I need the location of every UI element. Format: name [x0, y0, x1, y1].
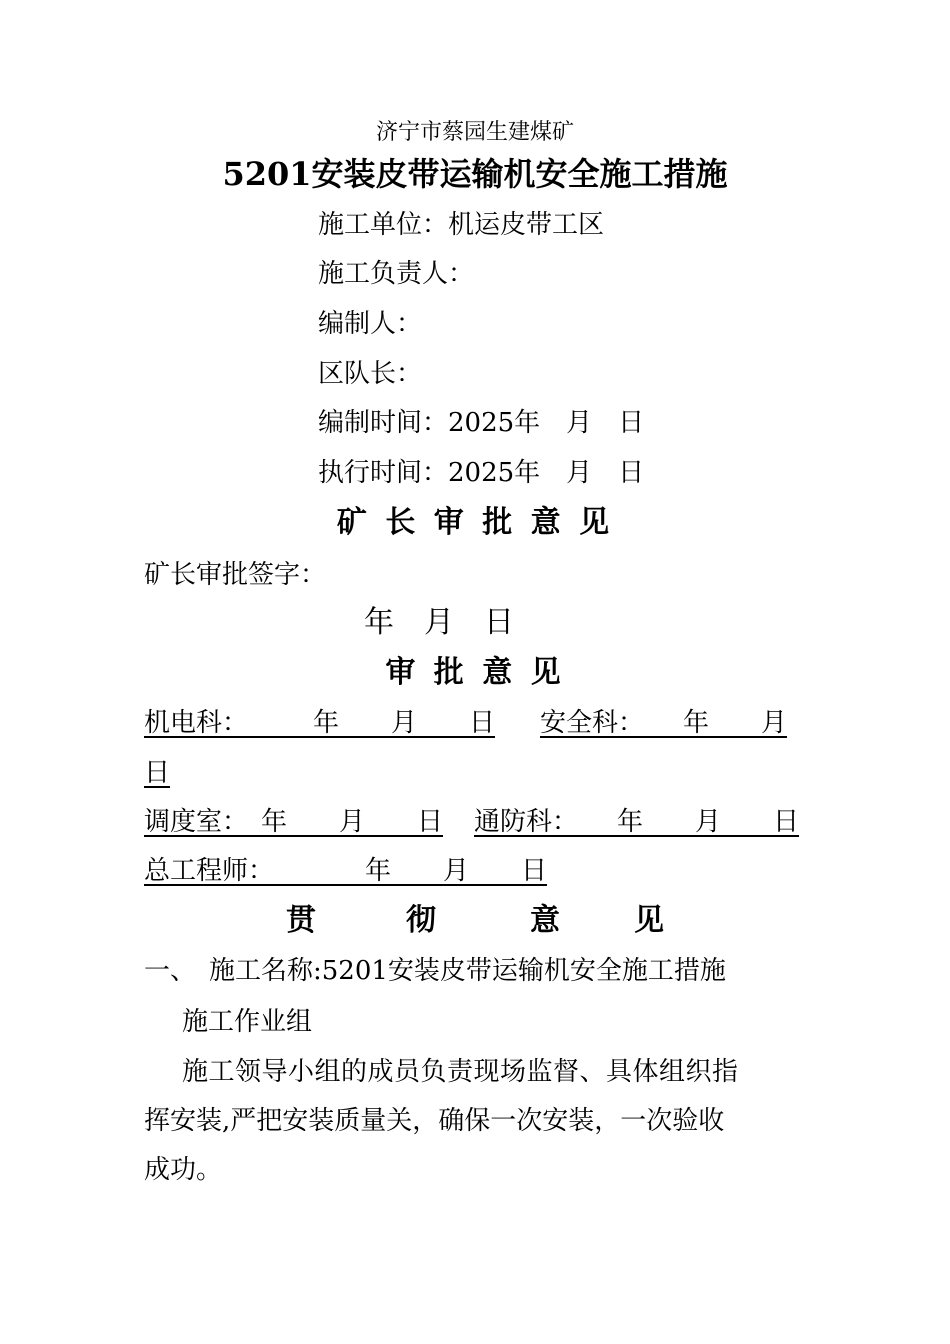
implement-heading-char-2: 彻 — [406, 903, 436, 938]
approval-heading: 审 批 意 见 — [385, 655, 565, 690]
implement-paragraph-line-1: 施工领导小组的成员负责现场监督、具体组织指 — [182, 1057, 739, 1087]
implement-paragraph-line-2: 挥安装,严把安装质量关，确保一次安装，一次验收 — [144, 1106, 725, 1136]
mine-approval-date: 年 月 日 — [364, 605, 514, 640]
approval-safety: 安全科： 年 月 — [540, 708, 788, 738]
construction-unit: 施工单位：机运皮带工区 — [318, 210, 605, 240]
approval-mech-elec: 机电科： 年 月 日 — [144, 708, 496, 738]
implement-heading-char-1: 贯 — [286, 903, 316, 938]
implement-item-1: 一、 施工名称:5201安装皮带运输机安全施工措施 — [144, 956, 726, 986]
approval-row1-wrap: 日 — [144, 758, 171, 788]
implement-heading-char-3: 意 — [530, 903, 560, 938]
team-captain: 区队长： — [318, 359, 423, 389]
implement-item-2: 施工作业组 — [182, 1007, 313, 1037]
author: 编制人： — [318, 309, 423, 339]
mine-approval-heading: 矿 长 审 批 意 见 — [336, 505, 614, 540]
approval-ventilation: 通防科： 年 月 日 — [474, 807, 800, 837]
document-title: 5201安装皮带运输机安全施工措施 — [222, 155, 728, 193]
compile-time: 编制时间：2025年 月 日 — [318, 408, 645, 438]
implement-paragraph-line-3: 成功。 — [144, 1155, 223, 1185]
mine-approval-signature: 矿长审批签字： — [144, 560, 327, 590]
exec-time: 执行时间：2025年 月 日 — [318, 458, 645, 488]
implement-heading-char-4: 见 — [634, 903, 664, 938]
approval-chief-engineer: 总工程师： 年 月 日 — [144, 856, 548, 886]
approval-dispatch: 调度室： 年 月 日 — [144, 807, 444, 837]
company-name: 济宁市蔡园生建煤矿 — [375, 120, 574, 145]
construction-leader: 施工负责人： — [318, 259, 475, 289]
